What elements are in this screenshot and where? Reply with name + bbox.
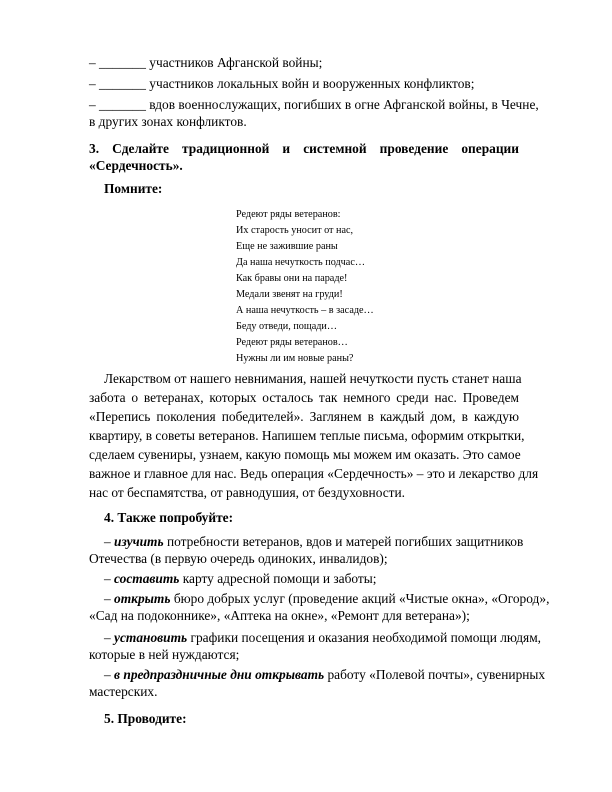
- action-verb: изучить: [114, 534, 164, 549]
- section-4-heading: 4. Также попробуйте:: [104, 510, 234, 525]
- action-verb: установить: [114, 630, 188, 645]
- list-dash: –: [104, 534, 115, 549]
- list-item-text: графики посещения и оказания необходимой помощи людям,: [187, 630, 542, 645]
- list-item-text: бюро добрых услуг (проведение акций «Чистые окна», «Огород»,: [170, 591, 550, 606]
- poem-line: Да наша нечуткость подчас…: [236, 257, 366, 268]
- list-item: – _______ участников Афганской войны;: [89, 55, 323, 70]
- poem-line: А наша нечуткость – в засаде…: [236, 305, 374, 316]
- list-item-text: карту адресной помощи и заботы;: [179, 571, 377, 586]
- paragraph-line: важное и главное для нас. Ведь операция «Сердечность» – это и лекарство для: [89, 466, 539, 481]
- list-item: которые в ней нуждаются;: [89, 647, 240, 662]
- action-verb: составить: [114, 571, 180, 586]
- list-dash: –: [104, 571, 115, 586]
- list-item-text: потребности ветеранов, вдов и матерей погибших защитников: [163, 534, 524, 549]
- poem-line: Еще не зажившие раны: [236, 241, 338, 252]
- action-verb: в предпраздничные дни открывать: [114, 667, 325, 682]
- section-3-heading-cont: «Сердечность».: [89, 158, 183, 173]
- remember-heading: Помните:: [104, 181, 163, 196]
- poem-line: Редеют ряды ветеранов…: [236, 337, 348, 348]
- list-dash: –: [104, 591, 115, 606]
- poem-line: Нужны ли им новые раны?: [236, 353, 354, 364]
- paragraph-line: нас от беспамятства, от равнодушия, от бездуховности.: [89, 485, 406, 500]
- list-item: – _______ участников локальных войн и вооруженных конфликтов;: [89, 76, 475, 91]
- paragraph-line: забота о ветеранах, которых осталось так немного среди нас. Проведем: [89, 390, 519, 405]
- poem-line: Как бравы они на параде!: [236, 273, 348, 284]
- poem-line: Их старость уносит от нас,: [236, 225, 354, 236]
- paragraph-line: «Перепись поколения победителей». Заглянем в каждый дом, в каждую: [89, 409, 519, 424]
- paragraph-line: сделаем сувениры, узнаем, какую помощь мы можем им оказать. Это самое: [89, 447, 521, 462]
- list-item: [104, 534, 534, 550]
- poem-line: Медали звенят на груди!: [236, 289, 343, 300]
- list-item: мастерских.: [89, 684, 158, 699]
- action-verb: открыть: [114, 591, 171, 606]
- list-dash: –: [104, 667, 115, 682]
- list-item: Отечества (в первую очередь одиноких, инвалидов);: [89, 551, 388, 566]
- section-3-heading: 3. Сделайте традиционной и системной проведение операции: [89, 141, 519, 156]
- list-item: [104, 591, 550, 607]
- list-dash: –: [104, 630, 115, 645]
- list-item-text: работу «Полевой почты», сувенирных: [324, 667, 546, 682]
- list-item: – _______ вдов военнослужащих, погибших в огне Афганской войны, в Чечне,: [89, 97, 539, 112]
- list-item: в других зонах конфликтов.: [89, 114, 247, 129]
- list-item: [104, 630, 542, 646]
- paragraph-line: квартиру, в советы ветеранов. Напишем теплые письма, оформим открытки,: [89, 428, 525, 443]
- poem-line: Беду отведи, пощади…: [236, 321, 338, 332]
- section-5-heading: 5. Проводите:: [104, 711, 187, 726]
- list-item: [104, 571, 534, 587]
- list-item: [104, 667, 546, 683]
- poem-line: Редеют ряды ветеранов:: [236, 209, 341, 220]
- list-item: «Сад на подоконнике», «Аптека на окне», «Ремонт для ветерана»);: [89, 608, 470, 623]
- paragraph-line: Лекарством от нашего невнимания, нашей нечуткости пусть станет наша: [104, 371, 522, 386]
